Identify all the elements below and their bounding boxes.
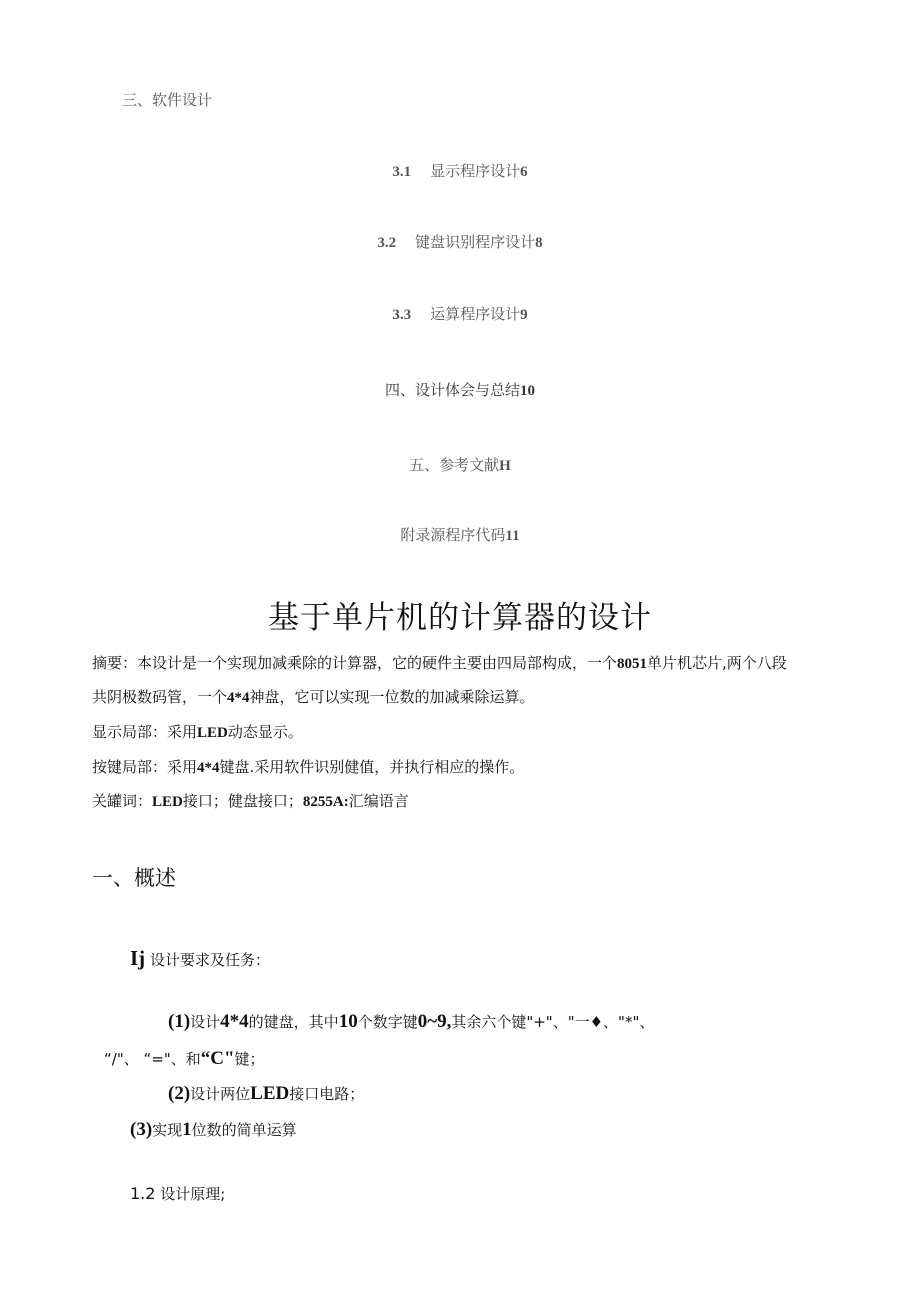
toc-item-3-2: 3.2 键盘识别程序设计8	[377, 233, 543, 251]
keywords-line: 关罐词：LED接口；健盘接口；8255A:汇编语言	[92, 792, 409, 810]
keys-part-line: 按键局部：采用4*4键盘.采用软件识别健值，并执行相应的操作。	[92, 758, 525, 776]
page-title: 基于单片机的计算器的设计	[268, 600, 652, 636]
section-1-heading: 一、概述	[92, 866, 176, 890]
display-part-line: 显示局部：采用LED动态显示。	[92, 723, 303, 741]
subsection-1-1: Ij 设计要求及任务：	[130, 946, 270, 970]
toc-item-3-3: 3.3 运算程序设计9	[392, 305, 528, 323]
subsection-1-2: 1.2 设计原理;	[130, 1184, 226, 1203]
toc-section-4: 四、设计体会与总结10	[384, 381, 535, 399]
toc-section-3: 三、软件设计	[122, 91, 213, 109]
toc-section-5: 五、参考文献H	[409, 456, 511, 474]
abstract-line-1: 摘要：本设计是一个实现加减乘除的计算器，它的硬件主要由四局部构成，一个8051单片机芯片,两个八段	[92, 654, 787, 672]
toc-appendix: 附录源程序代码11	[400, 526, 520, 544]
requirement-1: (1)设计4*4的键盘，其中10个数字键0~9,其余六个键"+"、"一♦、"*"、	[168, 1011, 655, 1032]
toc-item-3-1: 3.1 显示程序设计6	[392, 162, 528, 180]
requirement-3: (3)实现1位数的简单运算	[130, 1119, 297, 1140]
requirement-2: (2)设计两位LED接口电路；	[168, 1083, 365, 1104]
requirement-1-continued: “/"、 “="、和“C"键；	[104, 1048, 265, 1069]
abstract-line-2: 共阴极数码管，一个4*4神盘，它可以实现一位数的加减乘除运算。	[92, 688, 535, 706]
